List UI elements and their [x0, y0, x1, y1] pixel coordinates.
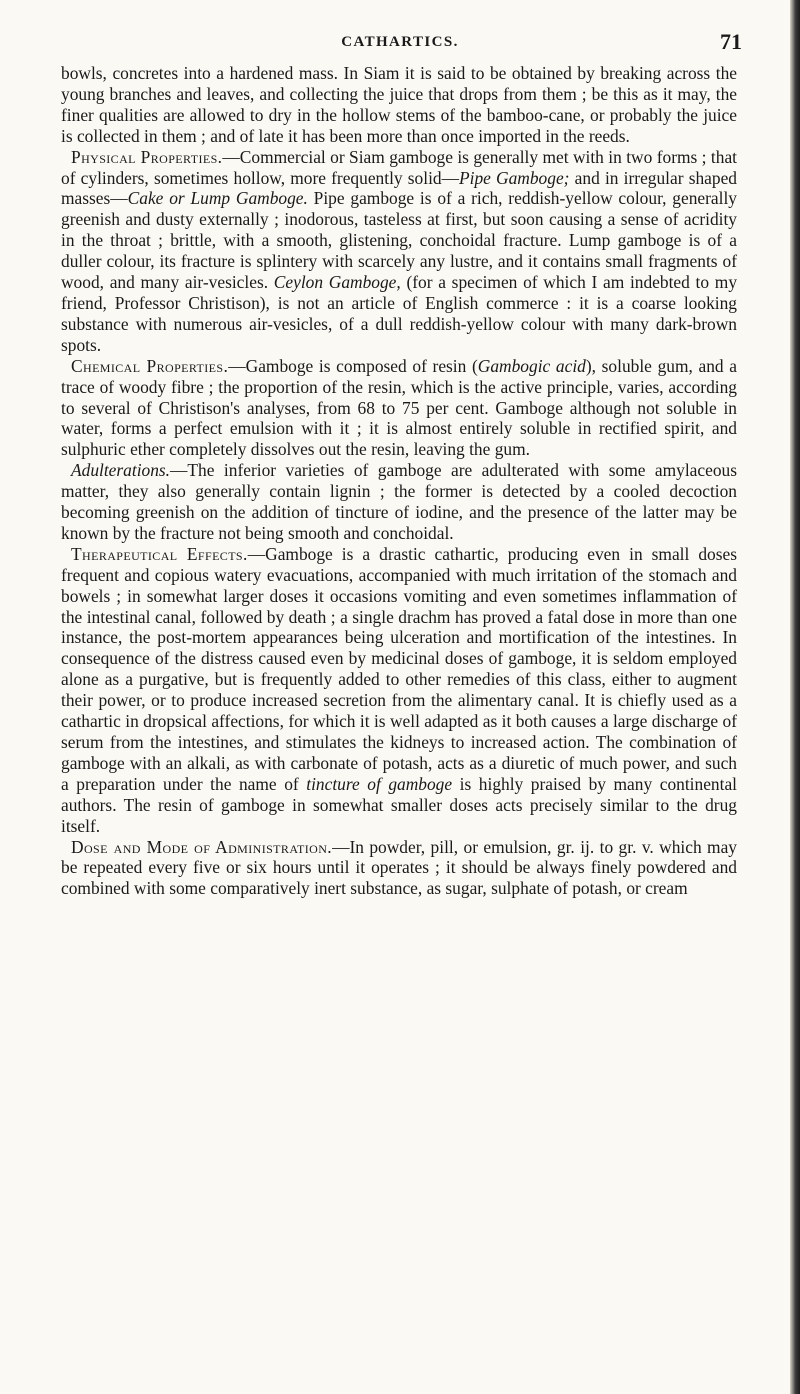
paragraph-adulterations	[61, 460, 737, 544]
paragraph-text: ), soluble gum, and a trace of woody fibre ; the proportion of the resin, which is the active principle, varies, according to several of Christison's analyses, from 68 to 75 per cent. Gamboge although not soluble in water, forms a perfect emulsion with it ; it is almost entirely soluble in rectified spirit, and sulphuric ether completely dissolves out the resin, leaving the gum.	[61, 355, 738, 460]
body-text	[61, 63, 737, 899]
paragraph-text: —Gamboge is composed of resin (	[228, 355, 478, 376]
section-heading-physical-properties: Physical Properties.	[71, 146, 223, 167]
running-head: CATHARTICS.	[341, 34, 459, 50]
paragraph-text: —The inferior varieties of gamboge are adulterated with some amylaceous matter, they also generally contain lignin ; the former is detected by a cooled decoction becoming greenish on the addition of tincture of iodine, and the presence of the latter may be known by the fracture not being smooth and conchoidal.	[61, 460, 737, 543]
paragraph-text: Pipe gamboge is of a rich, reddish-yellow colour, generally greenish and dusty externally ; inodorous, tasteless at first, but soon causing a sense of acridity in the throat ; brittle, with a smooth, glistening, conchoidal fracture. Lump gamboge is of a duller colour, its fracture is splintery with scarcely any lustre, and it contains small fragments of wood, and many air-vesicles.	[61, 188, 738, 293]
section-heading-dose: Dose and Mode of Administration.	[71, 836, 333, 857]
term-ceylon-gamboge: Ceylon Gamboge,	[273, 272, 401, 293]
paragraph-chemical-properties	[61, 356, 737, 461]
term-gambogic-acid: Gambogic acid	[477, 355, 586, 376]
paragraph-text: —Gamboge is a drastic cathartic, producing even in small doses frequent and copious watery evacuations, accompanied with much irritation of the stomach and bowels ; in somewhat larger doses it occasions vomiting and even sometimes inflammation of the intestinal canal, followed by death ; a single drachm has proved a fatal dose in more than one instance, the post-mortem appearances being ulceration and mortification of the intestines. In consequence of the distress caused even by medicinal doses of gamboge, it is seldom employed alone as a purgative, but is frequently added to other remedies of this class, either to augment their power, or to produce increased secretion from the alimentary canal. It is chiefly used as a cathartic in dropsical affections, for which it is well adapted as it both causes a large discharge of serum from the intestines, and stimulates the kidneys to increased action. The combination of gamboge with an alkali, as with carbonate of potash, acts as a diuretic of much power, and such a preparation under the name of	[61, 543, 737, 794]
paragraph-physical-properties	[61, 147, 737, 356]
paragraph-text: —In powder, pill, or emulsion, gr. ij. to gr. v. which may be repeated every five or six hours until it operates ; it should be always finely powdered and combined with some comparatively inert substance, as sugar, sulphate of potash, or cream	[61, 836, 737, 899]
page-binding-edge	[790, 0, 800, 1394]
paragraph-dose	[61, 837, 737, 900]
section-heading-adulterations: Adulterations.	[71, 460, 171, 481]
page-number: 71	[720, 29, 742, 54]
paragraph-text: (for a specimen of which I am indebted to my friend, Professor Christison), is not an article of English commerce : it is a coarse looking substance with numerous air-vesicles, of a dull reddish-yellow colour with many dark-brown spots.	[61, 272, 738, 355]
term-tincture-of-gamboge: tincture of gamboge	[306, 773, 453, 794]
paragraph-continuation: bowls, concretes into a hardened mass. In Siam it is said to be obtained by breaking across the young branches and leaves, and collecting the juice that drops from them ; be this as it may, the finer qualities are allowed to dry in the hollow stems of the bamboo-cane, or probably the juice is collected in them ; and of late it has been more than once imported in the reeds.	[61, 63, 737, 146]
term-pipe-gamboge: Pipe Gamboge;	[459, 167, 570, 188]
section-heading-therapeutical-effects: Therapeutical Effects.	[71, 543, 248, 564]
paragraph-text: —Commercial or Siam gamboge is generally met with in two forms ; that of cylinders, sometimes hollow, more frequently solid—	[61, 146, 738, 188]
paragraph-therapeutical-effects	[61, 544, 737, 837]
paragraph-text: and in irregular shaped masses—	[61, 167, 737, 209]
term-cake-gamboge: Cake or Lump Gamboge.	[127, 188, 308, 209]
paragraph-text: is highly praised by many continental authors. The resin of gamboge in somewhat smaller doses acts precisely similar to the drug itself.	[61, 773, 737, 836]
section-heading-chemical-properties: Chemical Properties.	[71, 355, 229, 376]
page-header	[0, 29, 800, 58]
